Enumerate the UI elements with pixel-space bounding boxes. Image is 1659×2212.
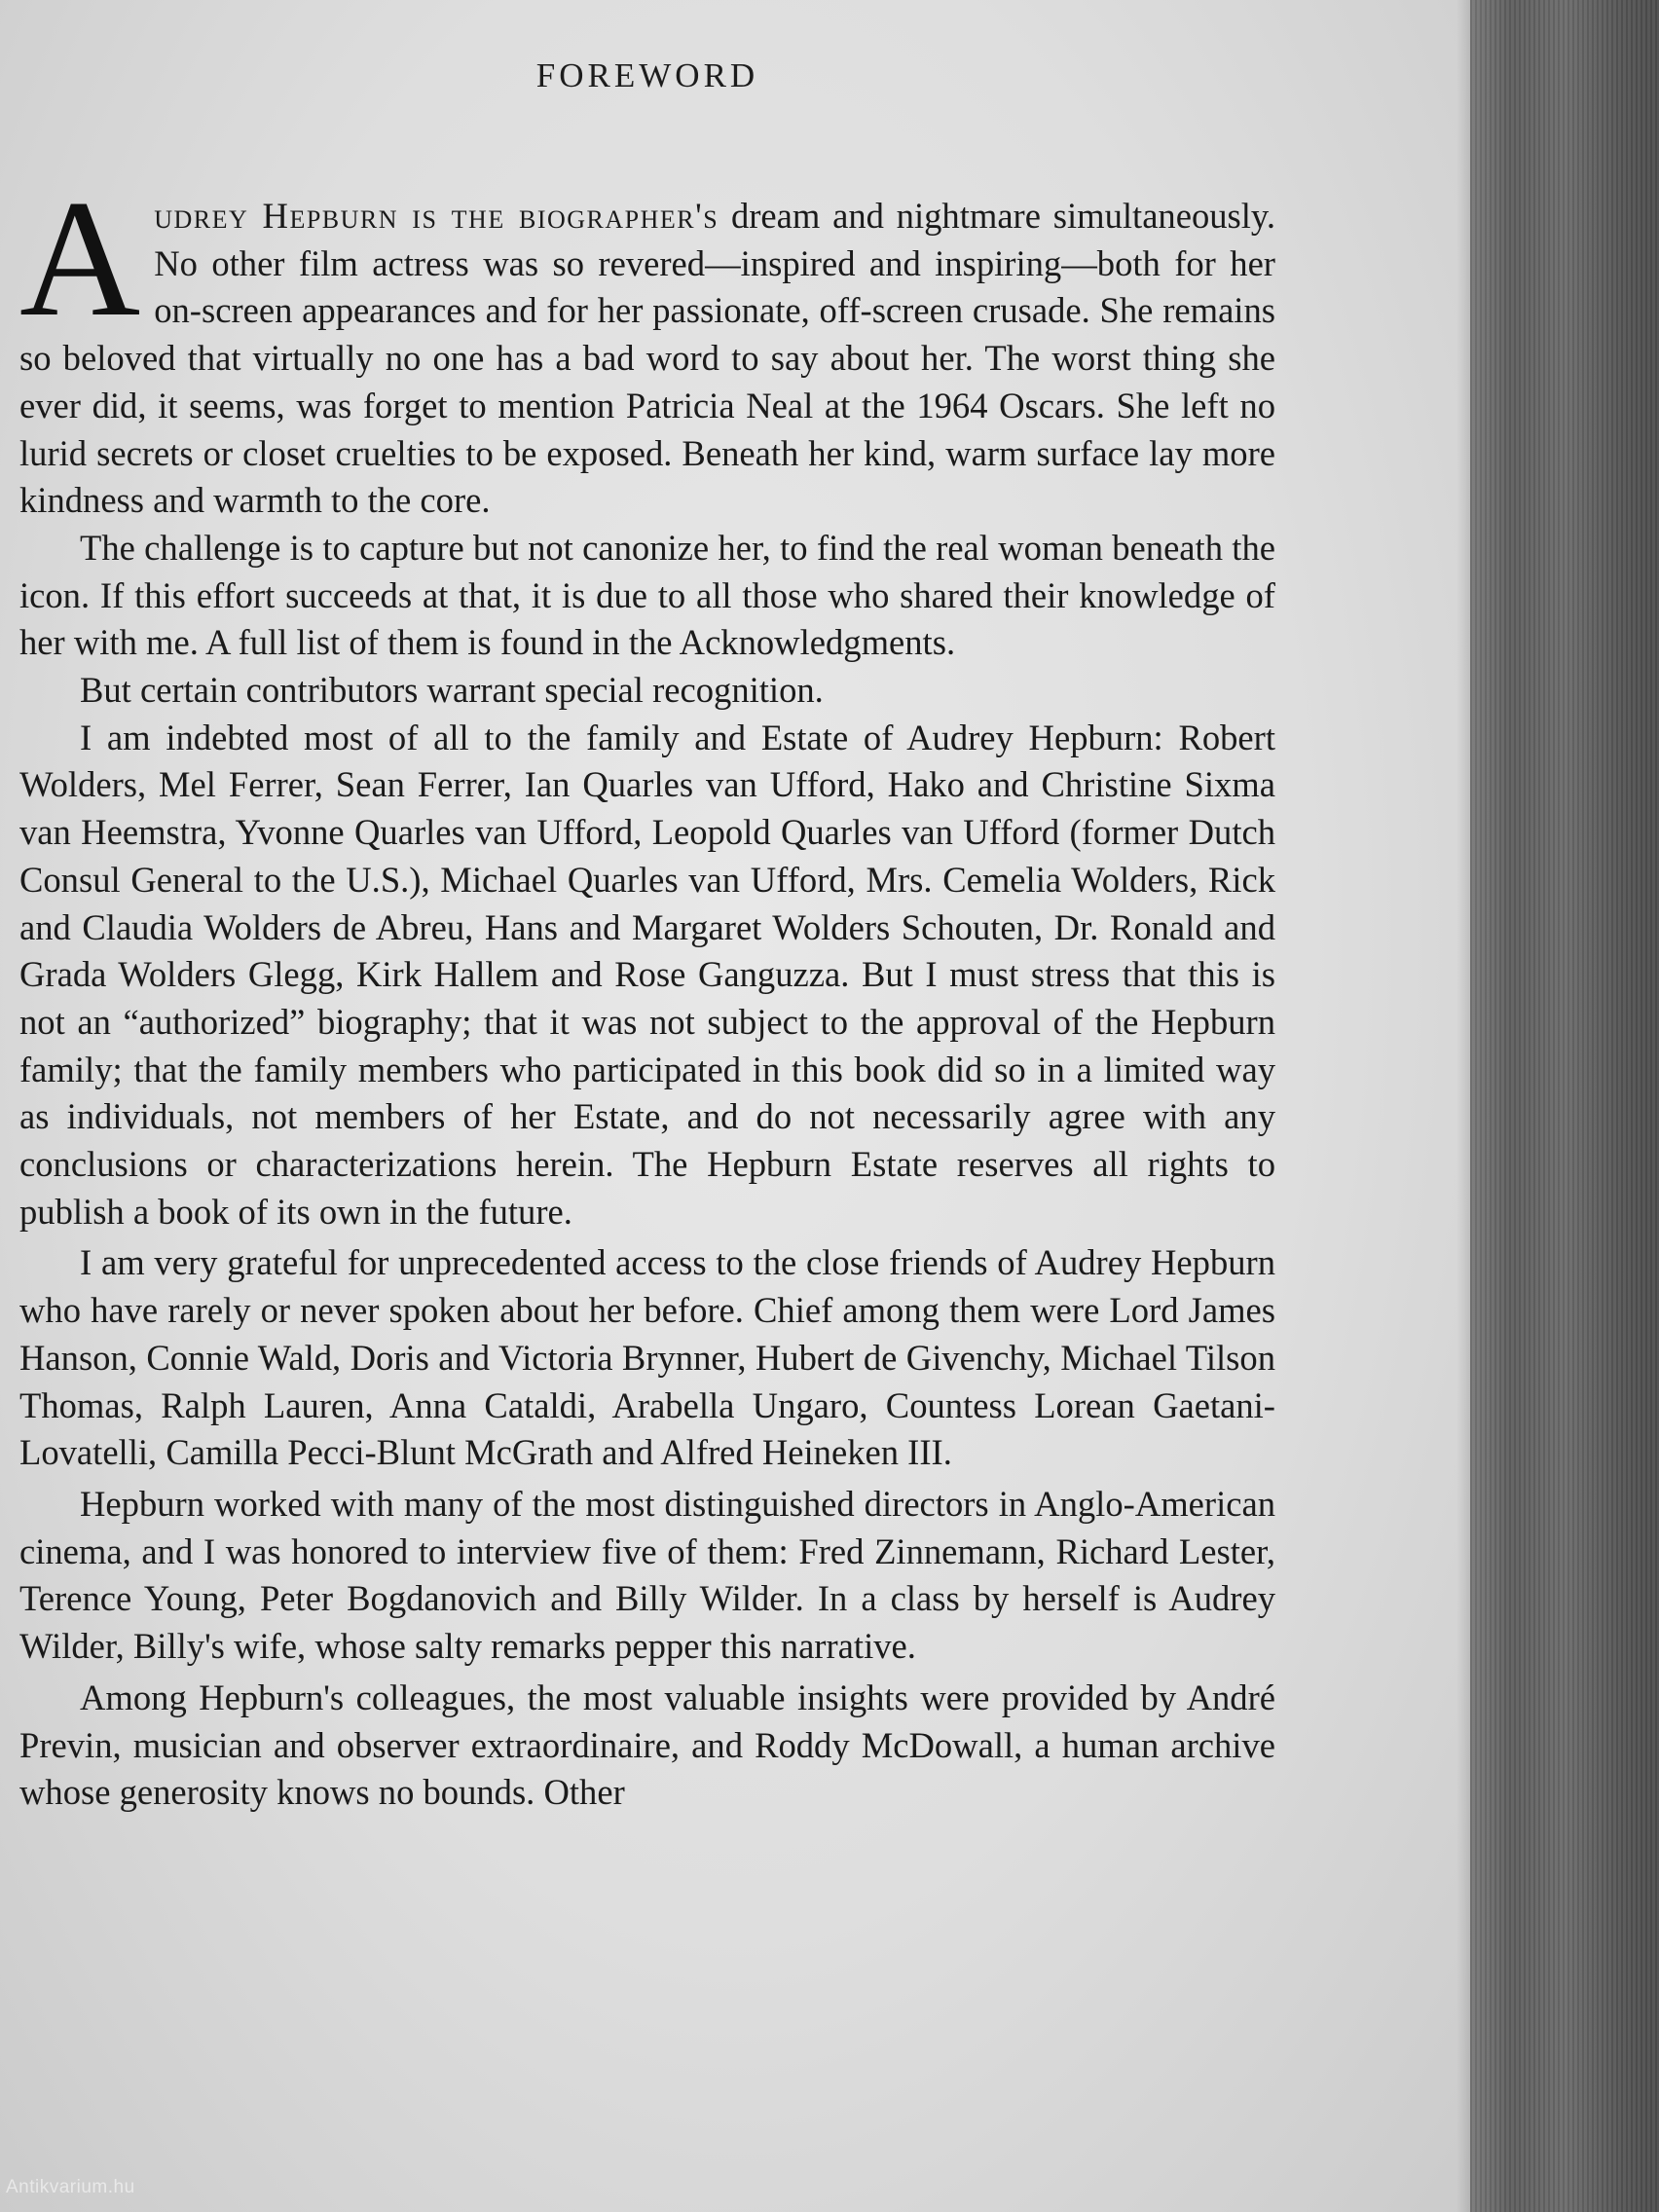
lead-in-small-caps: udrey Hepburn is the biographer's xyxy=(154,196,719,236)
paragraph-4: I am indebted most of all to the family and Estate of Audrey Hepburn: Robert Wolders, Mel Ferrer, Sean Ferrer, Ian Quarles van Ufford, Hako and Christine Sixma van Heemstra, Yvonne Quarles van Ufford, Leopold Quarles van Ufford (former Dutch Consul General to the U.S.), Michael Quarles van Ufford, Mrs. Cemelia Wolders, Rick and Claudia Wolders de Abreu, Hans and Margaret Wolders Schouten, Dr. Ronald and Grada Wolders Glegg, Kirk Hallem and Rose Ganguzza. But I must stress that this is not an “authorized” biography; that it was not subject to the approval of the Hepburn family; that the family members who participated in this book did so in a limited way as individuals, not members of her Estate, and do not necessarily agree with any conclusions or characterizations herein. The Hepburn Estate reserves all rights to publish a book of its own in the future. xyxy=(19,717,1275,1232)
foreword-body xyxy=(19,166,1275,1817)
paragraph-1-text: dream and nightmare simultaneously. No other film actress was so revered—inspired and inspiring—both for her on-screen appearances and for her passionate, off-screen crusade. She remains so beloved that virtually no one has a bad word to say about her. The worst thing she ever did, it seems, was forget to mention Patricia Neal at the 1964 Oscars. She left no lurid secrets or closet cruelties to be exposed. Beneath her kind, warm surface lay more kindness and warmth to the core. xyxy=(19,196,1275,521)
paragraph-2: The challenge is to capture but not canonize her, to find the real woman beneath the icon. If this effort succeeds at that, it is due to all those who shared their knowledge of her with me. A full list of them is found in the Acknowledgments. xyxy=(19,527,1275,663)
page-stack-edge xyxy=(1470,0,1659,2212)
running-head: FOREWORD xyxy=(535,56,759,94)
paragraph-7: Among Hepburn's colleagues, the most valuable insights were provided by André Previn, musician and observer extraordinaire, and Roddy McDowall, a human archive whose generosity knows no bounds. Other xyxy=(19,1677,1275,1813)
drop-cap: A xyxy=(19,166,141,351)
watermark: Antikvarium.hu xyxy=(6,2177,135,2197)
paragraph-1 xyxy=(19,166,1275,525)
paragraph-3: But certain contributors warrant special recognition. xyxy=(80,670,824,711)
paragraph-5: I am very grateful for unprecedented access to the close friends of Audrey Hepburn who have rarely or never spoken about her before. Chief among them were Lord James Hanson, Connie Wald, Doris and Victoria Brynner, Hubert de Givenchy, Michael Tilson Thomas, Ralph Lauren, Anna Cataldi, Arabella Ungaro, Countess Lorean Gaetani-Lovatelli, Camilla Pecci-Blunt McGrath and Alfred Heineken III. xyxy=(19,1242,1275,1473)
paragraph-6: Hepburn worked with many of the most distinguished directors in Anglo-American cinema, and I was honored to interview five of them: Fred Zinnemann, Richard Lester, Terence Young, Peter Bogdanovich and Billy Wilder. In a class by herself is Audrey Wilder, Billy's wife, whose salty remarks pepper this narrative. xyxy=(19,1483,1275,1667)
